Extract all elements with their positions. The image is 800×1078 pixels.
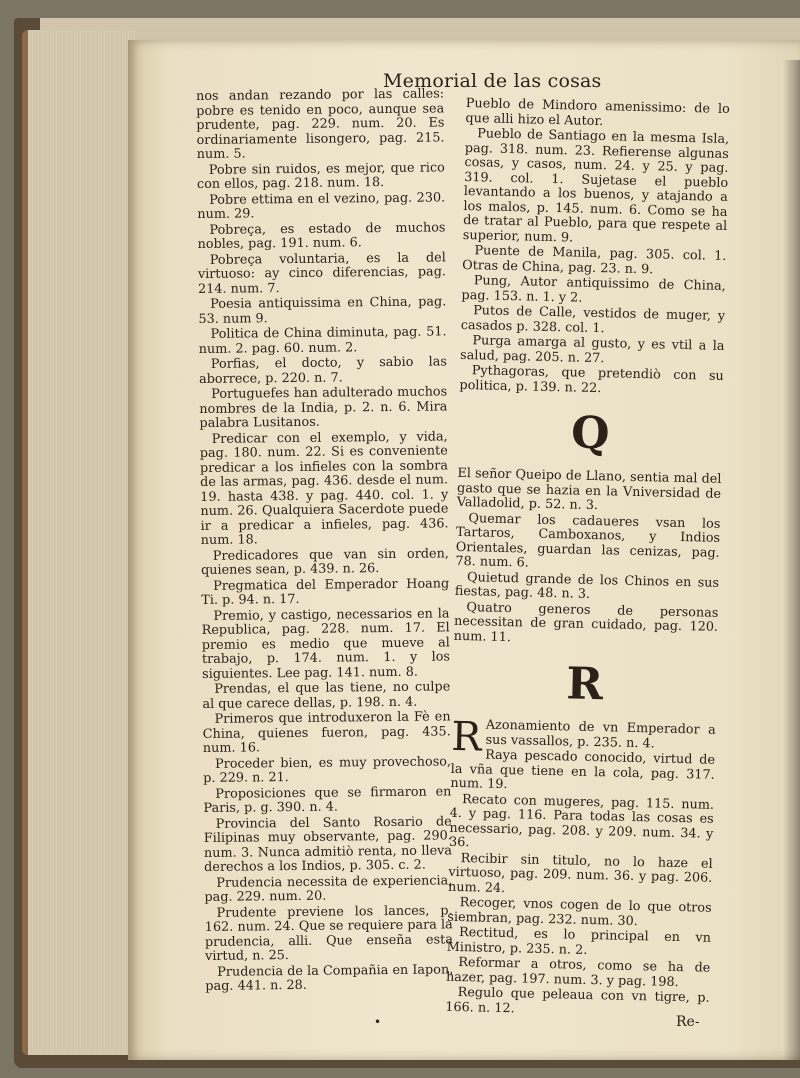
index-entry: Premio, y castigo, necessarios en la Republica, pag. 228. num. 17. El premio es medio que mueve al trabajo, p. 174. num. 1. y los siguientes. Lee pag. 141. num. 8. bbox=[201, 605, 451, 682]
index-entry: Pung, Autor antiquissimo de China, pag. 153. n. 1. y 2. bbox=[461, 273, 726, 306]
index-entry: Rectitud, es lo principal en vn Ministro, p. 235. n. 2. bbox=[446, 925, 712, 958]
index-entry: Recato con mugeres, pag. 115. num. 4. y pag. 116. Para todas las cosas es necessario, pag. 208. y 209. num. 34. y 36. bbox=[448, 791, 715, 851]
index-entry: Purga amarga al gusto, y es vtil a la salud, pag. 205. n. 27. bbox=[459, 333, 725, 366]
index-entry: Proceder bien, es muy provechoso, p. 229. n. 21. bbox=[203, 753, 452, 786]
right-column bbox=[445, 97, 730, 1022]
index-entry: Pueblo de Santiago en la mesma Isla, pag. 318. num. 23. Refierense algunas cosas, y casos, num. 24. y 25. y pag. 319. col. 1. Sujetase el pueblo levantando a los buenos, y atajando a los malos, p. 145. num. 6. Como se ha de tratar al Pueblo, para que respete al superior, num. 9. bbox=[462, 126, 730, 245]
dropcap-letter: R bbox=[450, 713, 483, 761]
index-entry: Poesia antiquissima en China, pag. 53. num 9. bbox=[198, 294, 447, 327]
index-entry: Regulo que peleaua con vn tigre, p. 166. n. 12. bbox=[445, 985, 710, 1016]
gutter-shadow bbox=[783, 60, 800, 1060]
catchword: Re- bbox=[676, 1014, 700, 1030]
index-entry: Pueblo de Mindoro amenissimo: de lo que alli hizo el Autor. bbox=[465, 96, 730, 129]
index-entry: Prudencia de la Compañia en Iapon, pag. 441. n. 28. bbox=[205, 961, 454, 994]
index-entry: Recoger, vnos cogen de lo que otros siembran, pag. 232. num. 30. bbox=[447, 895, 712, 929]
section-p-entries bbox=[459, 97, 730, 399]
index-entry: Predicadores que van sin orden, quienes sean, p. 439. n. 26. bbox=[200, 545, 449, 578]
index-entry: Primeros que introduxeron la Fè en China, quienes fueron, pag. 435. num. 16. bbox=[202, 709, 451, 756]
signature-mark: • bbox=[374, 1015, 382, 1029]
index-entry: Pobreça, es estado de muchos nobles, pag. 191. num. 6. bbox=[197, 219, 446, 252]
index-entry: Prudente previene los lances, p. 162. num. 24. Que se requiere para la prudencia, alli. Que enseña esta virtud, n. 25. bbox=[204, 902, 453, 964]
section-r-entries bbox=[445, 748, 715, 1021]
dropcap-entry-text: Azonamiento de vn Emperador a sus vassallos, p. 235. n. 4. bbox=[485, 717, 716, 751]
index-entry: Quatro generos de personas necessitan de gran cuidado, pag. 120. num. 11. bbox=[453, 599, 719, 645]
index-entry: Politica de China diminuta, pag. 51. num. 2. pag. 60. num. 2. bbox=[198, 324, 447, 357]
index-entry: Pobre ettima en el vezino, pag. 230. num. 29. bbox=[197, 189, 446, 222]
index-entry: Proposiciones que se firmaron en Paris, p. g. 390. n. 4. bbox=[203, 783, 452, 816]
index-entry: Puente de Manila, pag. 305. col. 1. Otras de China, pag. 23. n. 9. bbox=[462, 243, 727, 277]
index-entry: Quietud grande de los Chinos en sus fiestas, pag. 48. n. 3. bbox=[454, 569, 720, 602]
running-title: Memorial de las cosas bbox=[383, 70, 602, 92]
index-entry: Prendas, el que las tiene, no culpe al que carece dellas, p. 198. n. 4. bbox=[202, 679, 451, 712]
index-entry: Porfias, el docto, y sabio las aborrece, p. 220. n. 7. bbox=[198, 354, 447, 387]
book-top-edge bbox=[40, 18, 800, 42]
index-entry: Raya pescado conocido, virtud de la vña que tiene en la cola, pag. 317. num. 19. bbox=[450, 747, 716, 793]
index-entry: Provincia del Santo Rosario de Filipinas muy observante, pag. 290. num. 3. Nunca admitiò renta, no lleva derechos a los Indios, p. 305. c. 2. bbox=[203, 813, 453, 875]
index-entry: Portuguefes han adulterado muchos nombres de la India, p. 2. n. 6. Mira palabra Lusitanos. bbox=[199, 384, 448, 431]
section-q-entries bbox=[454, 467, 722, 650]
section-letter-r: R bbox=[565, 658, 604, 711]
book-fore-edge bbox=[22, 30, 136, 1055]
index-entry: Prudencia necessita de experiencia, pag. 229. num. 20. bbox=[204, 872, 453, 905]
index-entry: Reformar a otros, como se ha de hazer, pag. 197. num. 3. y pag. 198. bbox=[445, 955, 711, 990]
index-entry: Pobre sin ruidos, es mejor, que rico con ellos, pag. 218. num. 18. bbox=[196, 159, 445, 192]
index-entry: El señor Queipo de Llano, sentia mal del gasto que se hazia en la Vniversidad de Valladolid, p. 52. n. 3. bbox=[456, 465, 722, 514]
section-letter-q: Q bbox=[570, 407, 611, 460]
index-entry: Putos de Calle, vestidos de muger, y casados p. 328. col. 1. bbox=[460, 303, 726, 336]
index-entry: nos andan rezando por las calles: pobre es tenido en poco, aunque sea prudente, pag. 229. num. 20. Es ordinariamente lisongero, pag. 215. num. 5. bbox=[195, 86, 445, 162]
index-entry: Quemar los cadaueres vsan los Tartaros, Camboxanos, y Indios Orientales, guardan las cenizas, pag. 78. num. 6. bbox=[455, 510, 721, 571]
index-entry: Pobreça voluntaria, es la del virtuoso: ay cinco diferencias, pag. 214. num. 7. bbox=[197, 249, 446, 297]
index-entry: Pythagoras, que pretendiò con su politica, p. 139. n. 22. bbox=[459, 363, 724, 396]
index-entry: Pregmatica del Emperador Hoang Ti. p. 94. n. 17. bbox=[201, 575, 450, 608]
left-column bbox=[196, 87, 453, 995]
index-entry: Predicar con el exemplo, y vida, pag. 180. num. 22. Si es conveniente predicar a los infieles con la sombra de las armas, pag. 436. desde el num. 19. hasta 438. y pag. 440. col. 1. y num. 26. Qualquiera Sacerdote puede ir a predicar a infieles, pag. 436. num. 18. bbox=[199, 428, 449, 548]
index-entry: Recibir sin titulo, no lo haze el virtuoso, pag. 209. num. 36. y pag. 206. num. 24. bbox=[447, 850, 713, 896]
